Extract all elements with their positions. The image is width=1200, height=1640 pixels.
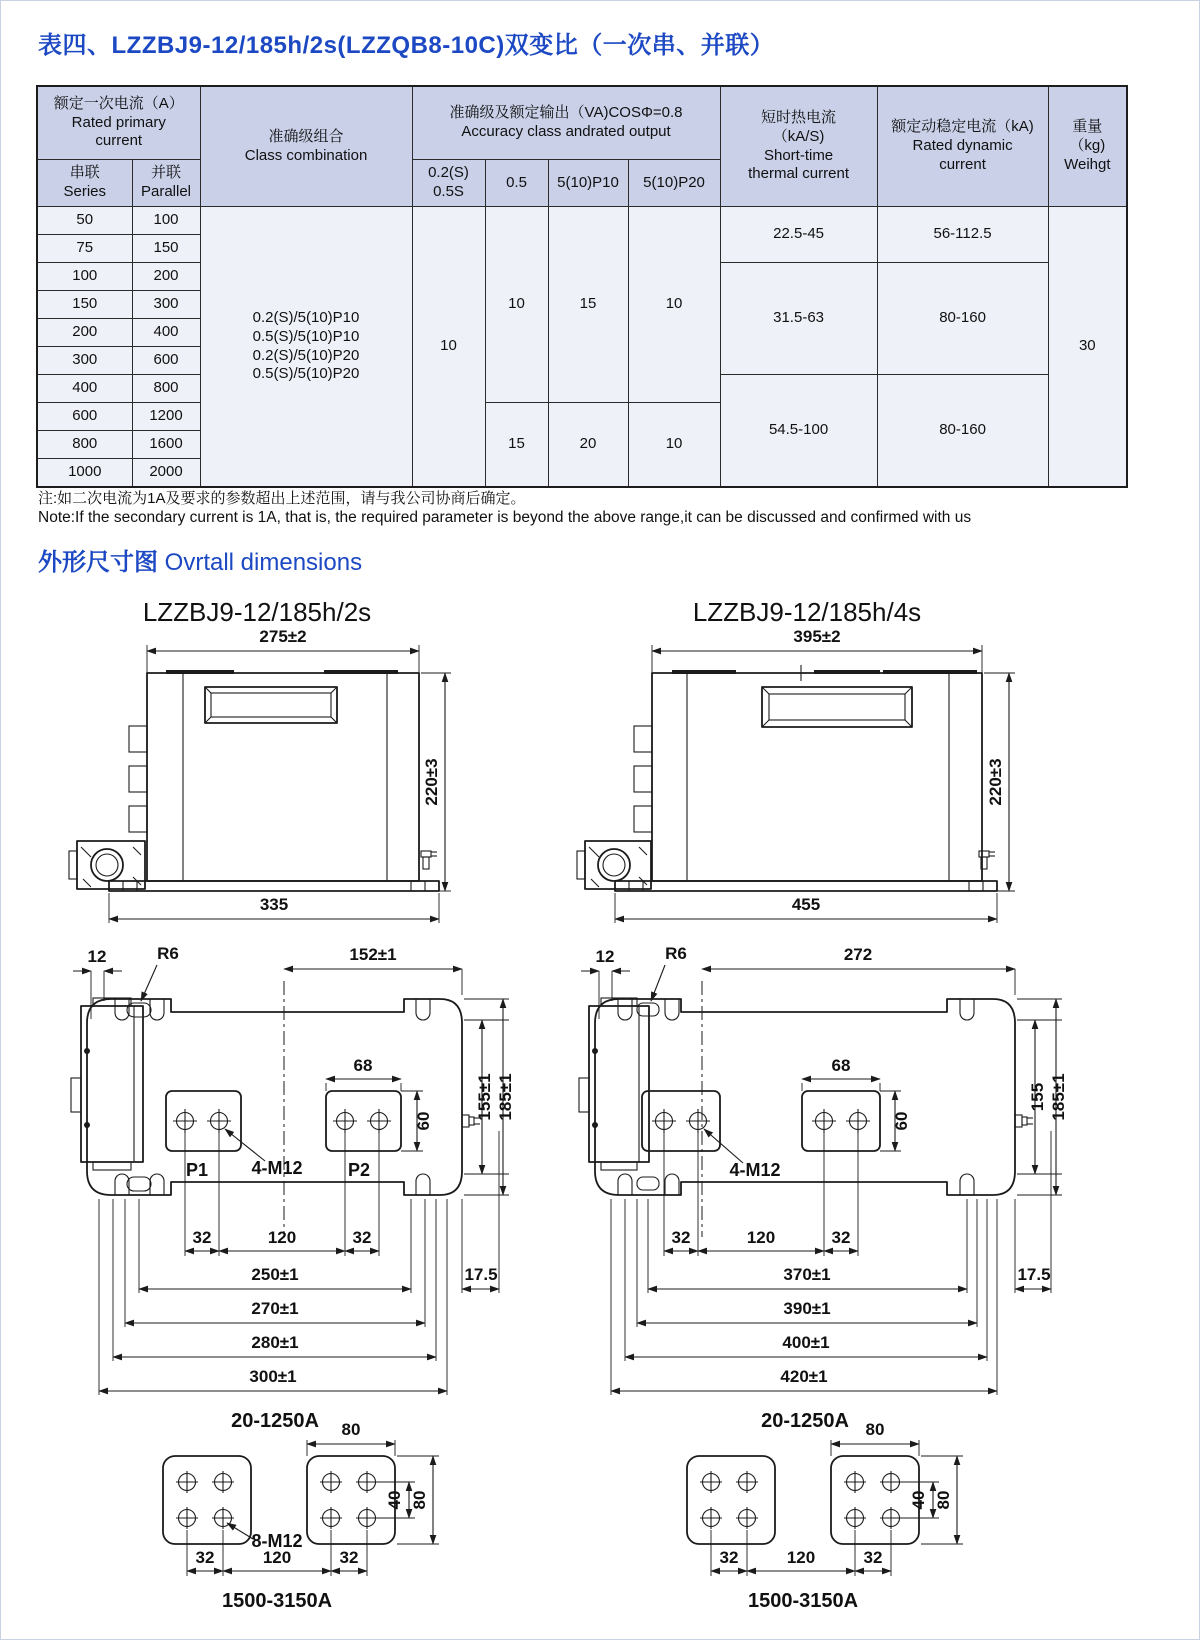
- col-header-dynamic-current: [877, 86, 1048, 207]
- terminal-pad-p2: [326, 1091, 401, 1151]
- dim-17-5: 17.5: [464, 1265, 498, 1284]
- dim-68: 68: [831, 1056, 851, 1075]
- dim-250: 250±1: [251, 1265, 299, 1284]
- header-line: 串联: [69, 164, 100, 182]
- dim-32a: 32: [192, 1228, 212, 1247]
- model-label-right: LZZBJ9-12/185h/4s: [692, 597, 922, 627]
- combo-line: 0.5(S)/5(10)P20: [252, 365, 360, 383]
- header-line: 0.5S: [433, 183, 464, 200]
- dim-term-32a: 32: [195, 1548, 215, 1567]
- dim-32b: 32: [831, 1228, 851, 1247]
- cell-weight: 30: [1048, 207, 1127, 488]
- cell-parallel: 200: [132, 263, 200, 291]
- header-line: Rated primary: [71, 113, 166, 131]
- nameplate: [762, 687, 912, 727]
- cell-dynamic: 80-160: [877, 375, 1048, 488]
- nameplate: [205, 687, 337, 723]
- header-line: Accuracy class andrated output: [461, 123, 671, 140]
- section-heading-en: Ovrtall dimensions: [164, 549, 363, 576]
- range-label-low: 20-1250A: [231, 1410, 319, 1432]
- dim-32b: 32: [352, 1228, 372, 1247]
- dim-60: 60: [892, 1111, 911, 1131]
- col-header-primary-current: [37, 86, 200, 160]
- cell-parallel: 100: [132, 207, 200, 235]
- dim-68: 68: [353, 1056, 373, 1075]
- dim-term-32b: 32: [863, 1548, 883, 1567]
- dim-270: 270±1: [251, 1299, 299, 1318]
- combo-line: 0.5(S)/5(10)P10: [252, 327, 360, 345]
- header-line: Series: [63, 183, 107, 200]
- header-line: 0.2(S): [428, 164, 469, 182]
- primary-terminal-plan: [71, 998, 143, 1170]
- cell-class-combination: [200, 207, 412, 488]
- plan-view-right: [579, 944, 1068, 1432]
- terminal-pad-left: [642, 1091, 720, 1151]
- cell-dynamic: 80-160: [877, 263, 1048, 375]
- header-line: 并联: [151, 164, 182, 182]
- dim-front-base: 455: [791, 895, 821, 914]
- cell-thermal: 22.5-45: [720, 207, 877, 263]
- cell-dynamic: 56-112.5: [877, 207, 1048, 263]
- dim-term-32a: 32: [719, 1548, 739, 1567]
- model-label-left: LZZBJ9-12/185h/2s: [142, 597, 372, 627]
- dim-152: 152±1: [349, 945, 397, 964]
- dim-32a: 32: [671, 1228, 691, 1247]
- header-line: Short-time: [763, 146, 834, 164]
- header-line: 准确级及额定输出（VA)COSΦ=0.8: [449, 104, 683, 122]
- header-line: （kA/S): [772, 127, 825, 145]
- dim-term-32b: 32: [339, 1548, 359, 1567]
- cell-series: 150: [37, 291, 132, 319]
- header-line: 额定一次电流（A）: [53, 94, 184, 112]
- front-view-right: [577, 627, 1015, 923]
- cell-02s-output: 10: [412, 207, 485, 488]
- dim-155: 155: [1028, 1082, 1047, 1112]
- header-line: current: [95, 132, 143, 150]
- col-header-series: [37, 160, 132, 207]
- dim-front-width: 395±2: [793, 627, 841, 646]
- cell-parallel: 400: [132, 319, 200, 347]
- dim-term-40: 40: [909, 1490, 928, 1510]
- col-header-05: 0.5: [485, 160, 548, 207]
- dim-185: 185±1: [1049, 1073, 1068, 1121]
- terminal-detail-right: [687, 1420, 963, 1612]
- dim-300: 300±1: [249, 1367, 297, 1386]
- table-row: [37, 207, 1127, 235]
- dim-12: 12: [595, 947, 615, 966]
- header-line: Class combination: [244, 146, 368, 164]
- dim-r6: R6: [665, 944, 687, 963]
- cell-parallel: 800: [132, 375, 200, 403]
- range-label-low: 20-1250A: [761, 1410, 849, 1432]
- dim-term-120: 120: [262, 1548, 292, 1567]
- note-english: Note:If the secondary current is 1A, that is, the required parameter is beyond the above range,it can be discussed and confirmed with us: [38, 509, 972, 526]
- header-line: （kg): [1069, 137, 1106, 155]
- cell-series: 200: [37, 319, 132, 347]
- dim-370: 370±1: [783, 1265, 831, 1284]
- header-line: thermal current: [748, 165, 849, 183]
- dim-420: 420±1: [780, 1367, 828, 1386]
- dim-r6: R6: [157, 944, 179, 963]
- dim-272: 272: [843, 945, 873, 964]
- label-4m12: 4-M12: [251, 1158, 303, 1178]
- cell-thermal: 31.5-63: [720, 263, 877, 375]
- label-4m12: 4-M12: [729, 1160, 781, 1180]
- terminal-pad-p1: [166, 1091, 241, 1151]
- terminal-detail-left: [163, 1420, 439, 1612]
- dim-front-height: 220±3: [986, 758, 1005, 806]
- col-header-02s: [412, 160, 485, 207]
- dim-400: 400±1: [782, 1333, 830, 1352]
- label-p1: P1: [185, 1160, 209, 1180]
- header-line: 准确级组合: [268, 127, 344, 145]
- range-label-high: 1500-3150A: [221, 1590, 333, 1612]
- front-view-left: [69, 627, 451, 923]
- dim-185: 185±1: [496, 1073, 515, 1121]
- cell-series: 800: [37, 431, 132, 459]
- col-header-class-combination: [200, 86, 412, 207]
- dim-term-40: 40: [385, 1490, 404, 1510]
- col-header-thermal-current: [720, 86, 877, 207]
- cell-05-output: 15: [485, 403, 548, 488]
- combo-line: 0.2(S)/5(10)P20: [252, 346, 360, 364]
- cell-parallel: 600: [132, 347, 200, 375]
- dim-front-base: 335: [259, 895, 289, 914]
- drawing-left: [37, 589, 577, 1639]
- dim-term-80-right: 80: [410, 1490, 429, 1510]
- dim-155: 155±1: [475, 1073, 494, 1121]
- dim-280: 280±1: [251, 1333, 299, 1352]
- dim-front-height: 220±3: [422, 758, 441, 806]
- cell-series: 600: [37, 403, 132, 431]
- side-screw: [1015, 1115, 1033, 1127]
- header-line: Parallel: [140, 183, 192, 200]
- header-line: Rated dynamic: [912, 137, 1013, 155]
- col-header-parallel: [132, 160, 200, 207]
- cell-parallel: 1200: [132, 403, 200, 431]
- section-heading: [38, 542, 362, 577]
- page-title: 表四、LZZBJ9-12/185h/2s(LZZQB8-10C)双变比（一次串、并联）: [38, 32, 775, 59]
- dim-term-80-top: 80: [865, 1420, 885, 1439]
- col-header-weight: [1048, 86, 1127, 207]
- ground-screw: [421, 851, 437, 869]
- header-line: current: [939, 155, 986, 173]
- drawing-right: [577, 589, 1197, 1639]
- dim-term-80-top: 80: [341, 1420, 361, 1439]
- combo-line: 0.2(S)/5(10)P10: [252, 309, 360, 326]
- dim-60: 60: [414, 1111, 433, 1131]
- primary-terminal-plan: [579, 998, 649, 1170]
- dim-12: 12: [87, 947, 107, 966]
- label-p2: P2: [347, 1160, 371, 1180]
- col-header-accuracy-output: [412, 86, 720, 160]
- dim-term-120: 120: [786, 1548, 816, 1567]
- label-8m12: 8-M12: [251, 1531, 303, 1551]
- cell-5p20-output: 10: [628, 403, 720, 488]
- cell-series: 50: [37, 207, 132, 235]
- cell-5p10-output: 15: [548, 207, 628, 403]
- spec-table: [36, 85, 1128, 488]
- cell-05-output: 10: [485, 207, 548, 403]
- dim-390: 390±1: [783, 1299, 831, 1318]
- cell-series: 75: [37, 235, 132, 263]
- dim-front-width: 275±2: [259, 627, 307, 646]
- header-line: Weihgt: [1064, 155, 1111, 173]
- terminal-pad-right: [802, 1091, 880, 1151]
- section-heading-cn: 外形尺寸图: [38, 549, 158, 576]
- cell-series: 400: [37, 375, 132, 403]
- cell-5p20-output: 10: [628, 207, 720, 403]
- dim-120: 120: [746, 1228, 776, 1247]
- header-line: 额定动稳定电流（kA): [891, 118, 1034, 136]
- cell-parallel: 150: [132, 235, 200, 263]
- cell-parallel: 2000: [132, 459, 200, 488]
- dim-17-5: 17.5: [1017, 1265, 1051, 1284]
- plan-view-left: [71, 944, 515, 1432]
- cell-parallel: 1600: [132, 431, 200, 459]
- cell-thermal: 54.5-100: [720, 375, 877, 488]
- cell-5p10-output: 20: [548, 403, 628, 488]
- dim-term-80-right: 80: [934, 1490, 953, 1510]
- col-header-5p20: 5(10)P20: [628, 160, 720, 207]
- cell-series: 300: [37, 347, 132, 375]
- note-chinese: 注:如二次电流为1A及要求的参数超出上述范围，请与我公司协商后确定。: [38, 490, 526, 507]
- dim-120: 120: [267, 1228, 297, 1247]
- col-header-5p10: 5(10)P10: [548, 160, 628, 207]
- cell-parallel: 300: [132, 291, 200, 319]
- cell-series: 100: [37, 263, 132, 291]
- header-line: 短时热电流: [761, 109, 837, 126]
- range-label-high: 1500-3150A: [747, 1590, 859, 1612]
- cell-series: 1000: [37, 459, 132, 488]
- header-line: 重量: [1072, 118, 1103, 136]
